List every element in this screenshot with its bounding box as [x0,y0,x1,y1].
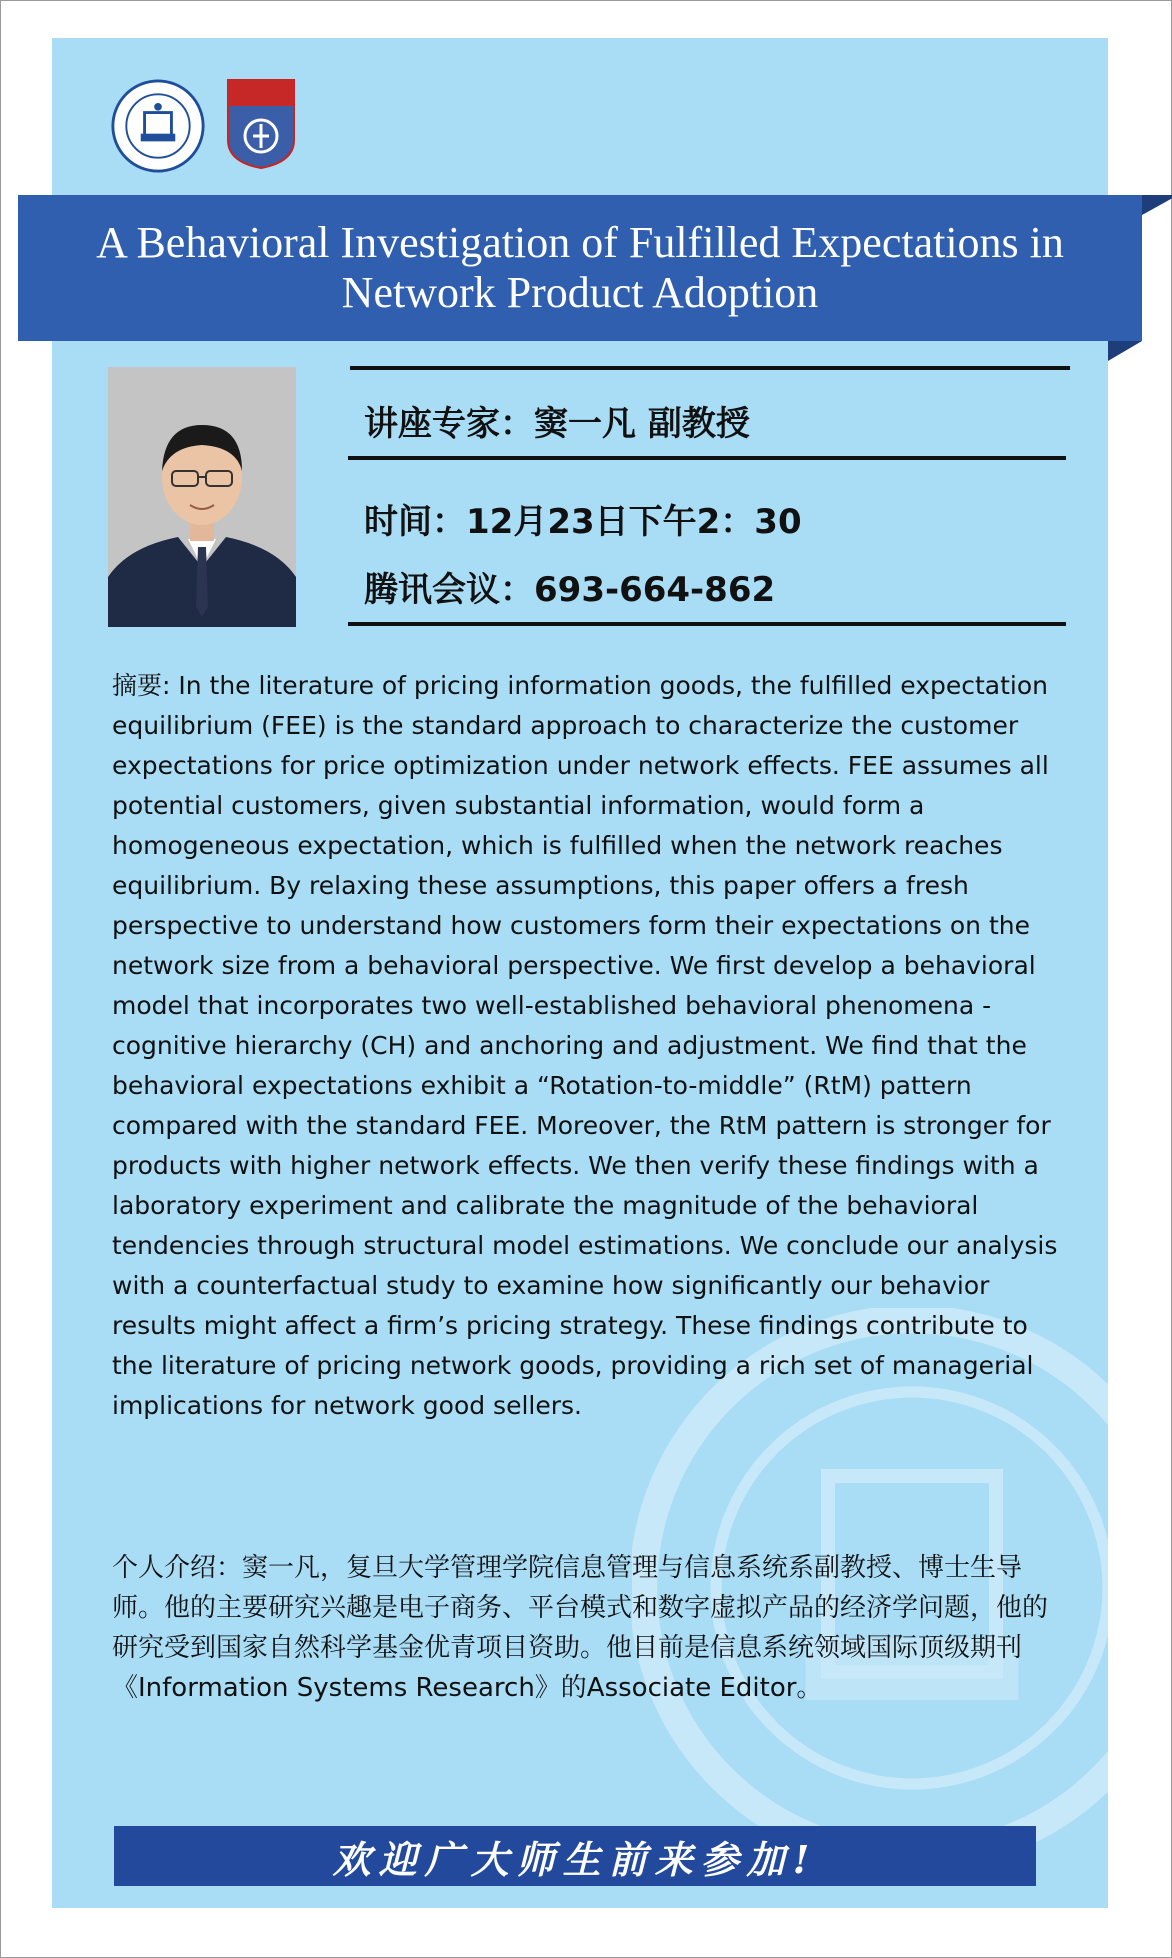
info-rule-middle [348,456,1066,460]
meeting-line: 腾讯会议：693-664-862 [364,570,776,610]
title-line-1: A Behavioral Investigation of Fulfilled Expectations in [96,218,1064,267]
abstract-label: 摘要: [112,671,179,700]
xjtu-logo [110,78,206,174]
speaker-photo [108,367,296,627]
title-banner [18,195,1142,341]
welcome-text: 欢迎广大师生前来参加! [332,1836,818,1882]
lecture-title [18,218,1142,318]
banner-fold [1108,341,1142,361]
school-of-management-logo [226,78,296,170]
info-rule-top [350,366,1070,370]
abstract-paragraph [112,666,1072,1426]
abstract-text: In the literature of pricing information goods, the fulfilled expectation equilibrium (FEE) is the standard approach to characterize the customer expectations for price optimization under network effects. FEE assumes all potential customers, given substantial information, would form a homogeneous expectation, which is fulfilled when the network reaches equilibrium. By relaxing these assumptions, this paper offers a fresh perspective to understand how customers form their expectations on the network size from a behavioral perspective. We first develop a behavioral model that incorporates two well-established behavioral phenomena - cognitive hierarchy (CH) and anchoring and adjustment. We find that the behavioral expectations exhibit a “Rotation-to-middle” (RtM) pattern compared with the standard FEE. Moreover, the RtM pattern is stronger for products with higher network effects. We then verify these findings with a laboratory experiment and calibrate the magnitude of the behavioral tendencies through structural model estimations. We conclude our analysis with a counterfactual study to examine how significantly our behavior results might affect a firm’s pricing strategy. These findings contribute to the literature of pricing network goods, providing a rich set of managerial implications for network good sellers. [112,671,1058,1420]
time-line: 时间：12月23日下午2：30 [364,502,802,542]
title-line-2: Network Product Adoption [341,268,819,317]
speaker-bio: 个人介绍：窦一凡，复旦大学管理学院信息管理与信息系统系副教授、博士生导师。他的主要研究兴趣是电子商务、平台模式和数字虚拟产品的经济学问题，他的研究受到国家自然科学基金优青项目资助。他目前是信息系统领域国际顶级期刊《Information Systems Research》的Associate Editor。 [112,1553,1049,1703]
welcome-banner [114,1826,1036,1886]
info-rule-bottom [348,622,1066,626]
speaker-line: 讲座专家：窦一凡 副教授 [364,404,750,444]
